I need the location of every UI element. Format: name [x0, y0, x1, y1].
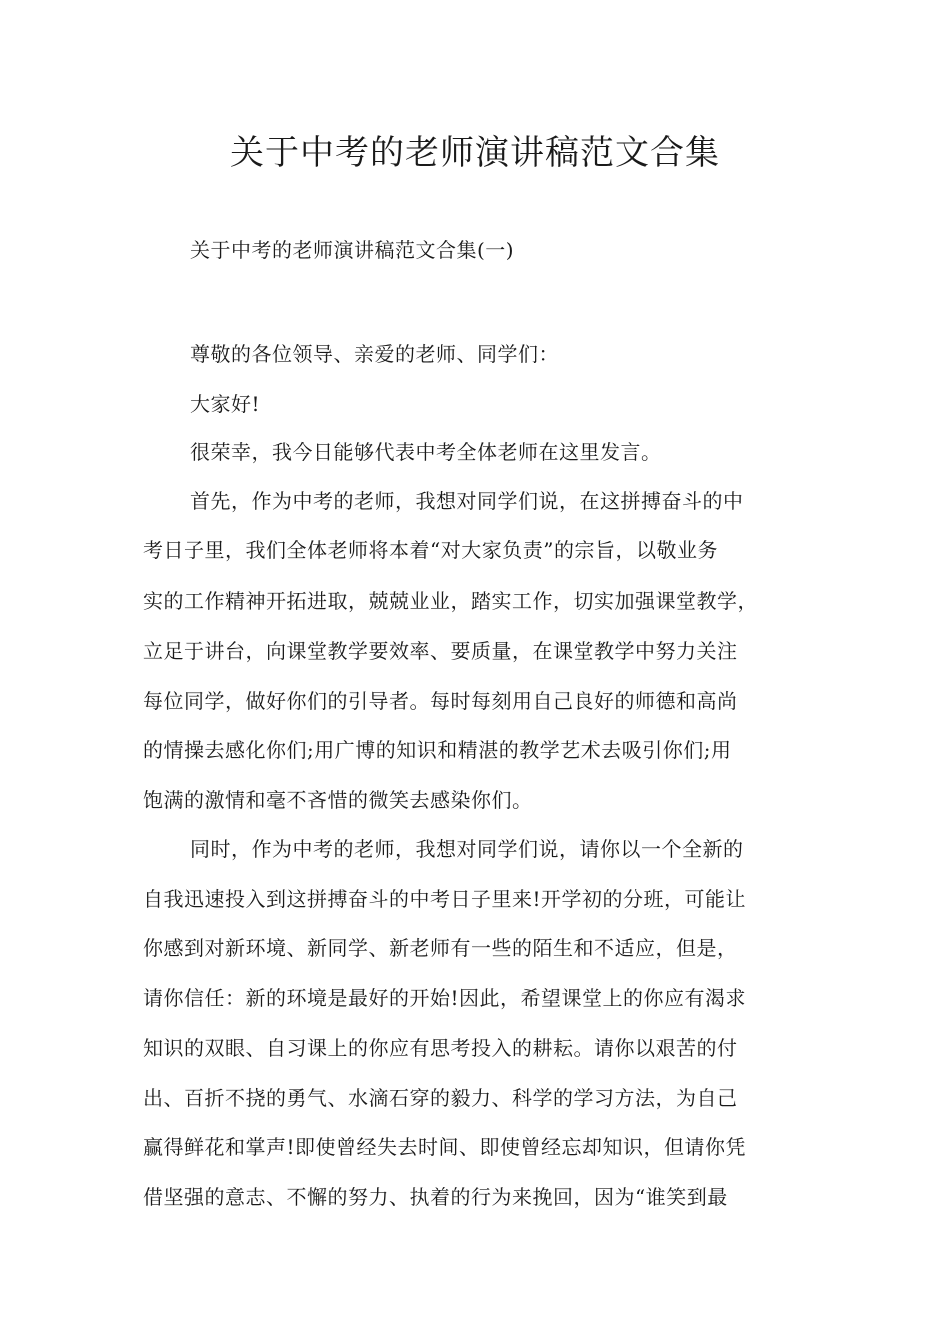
- paragraph-line: 的情操去感化你们;用广博的知识和精湛的教学艺术去吸引你们;用: [143, 738, 732, 762]
- paragraph-line: 实的工作精神开拓进取，兢兢业业，踏实工作，切实加强课堂教学，: [143, 589, 758, 613]
- paragraph-line: 大家好!: [190, 392, 261, 416]
- paragraph-line: 请你信任：新的环境是最好的开始!因此，希望课堂上的你应有渴求: [143, 986, 747, 1010]
- paragraph-line: 赢得鲜花和掌声!即使曾经失去时间、即使曾经忘却知识，但请你凭: [143, 1135, 747, 1159]
- paragraph-line: 借坚强的意志、不懈的努力、执着的行为来挽回，因为“谁笑到最: [143, 1185, 728, 1209]
- paragraph-line: 立足于讲台，向课堂教学要效率、要质量，在课堂教学中努力关注: [143, 639, 738, 663]
- paragraph-line: 很荣幸，我今日能够代表中考全体老师在这里发言。: [190, 440, 662, 464]
- paragraph-line: 同时，作为中考的老师，我想对同学们说，请你以一个全新的: [190, 837, 744, 861]
- paragraph-line: 知识的双眼、自习课上的你应有思考投入的耕耘。请你以艰苦的付: [143, 1036, 738, 1060]
- paragraph-line: 尊敬的各位领导、亲爱的老师、同学们：: [190, 342, 559, 366]
- paragraph-line: 考日子里，我们全体老师将本着“对大家负责”的宗旨，以敬业务: [143, 538, 718, 562]
- paragraph-line: 首先，作为中考的老师，我想对同学们说，在这拼搏奋斗的中: [190, 489, 744, 513]
- paragraph-line: 自我迅速投入到这拼搏奋斗的中考日子里来!开学初的分班，可能让: [143, 887, 747, 911]
- paragraph-line: 出、百折不挠的勇气、水滴石穿的毅力、科学的学习方法，为自己: [143, 1086, 738, 1110]
- paragraph-line: 饱满的激情和毫不吝惜的微笑去感染你们。: [143, 788, 533, 812]
- paragraph-line: 你感到对新环境、新同学、新老师有一些的陌生和不适应，但是，: [143, 936, 738, 960]
- document-title: 关于中考的老师演讲稿范文合集: [230, 133, 720, 173]
- paragraph-line: 每位同学，做好你们的引导者。每时每刻用自己良好的师德和高尚: [143, 689, 738, 713]
- section-subtitle: 关于中考的老师演讲稿范文合集(一): [190, 238, 515, 262]
